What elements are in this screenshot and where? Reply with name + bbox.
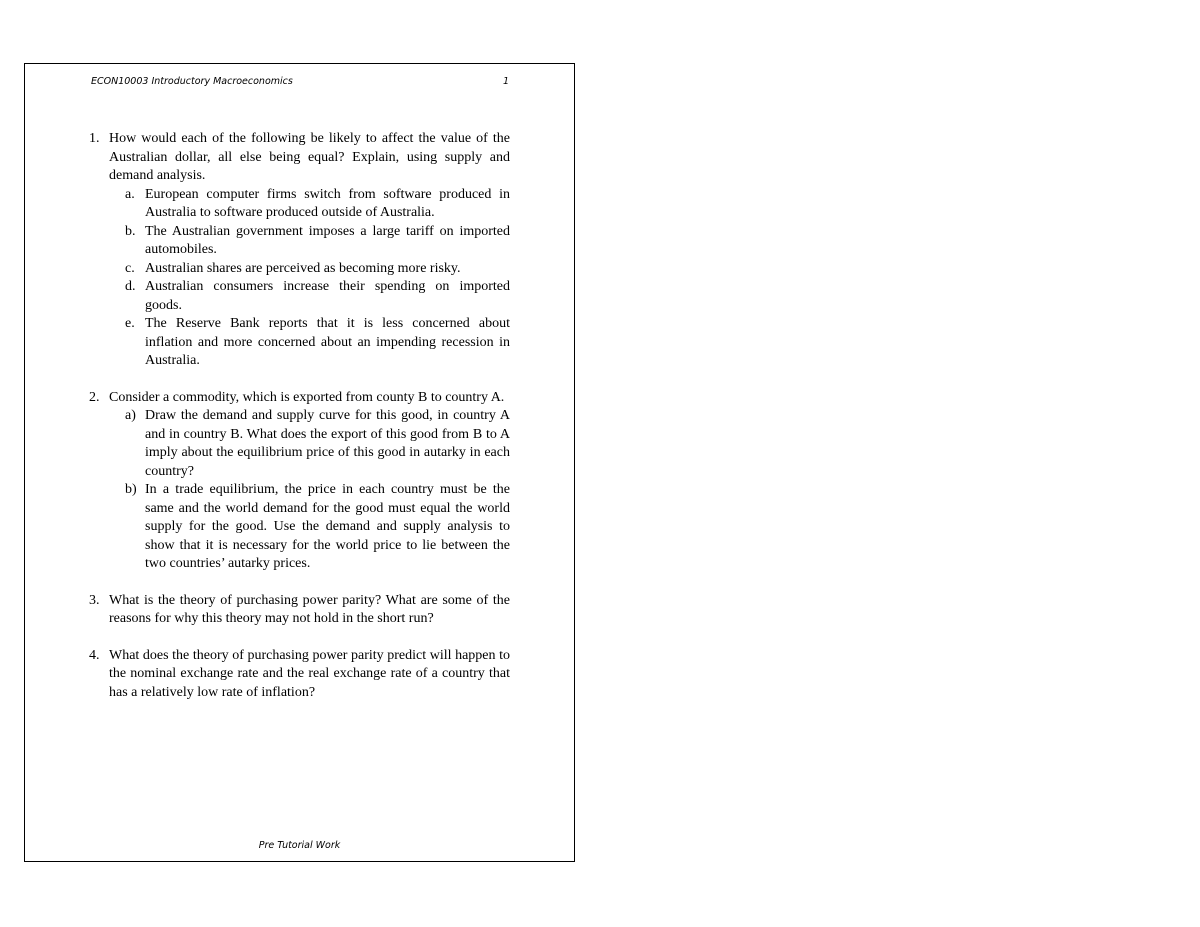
sub-question-label: b) [125, 482, 137, 497]
question-text: Consider a commodity, which is exported from county B to country A. [109, 389, 505, 405]
sub-question-label: c. [125, 260, 135, 276]
question-4 [89, 647, 510, 703]
sub-question-1c [125, 260, 510, 279]
page-number: 1 [502, 76, 509, 87]
sub-question-text: Draw the demand and supply curve for this good, in country A and in country B. What does the export of this good from B to A imply about the equilibrium price of this good in autarky in each country? [145, 408, 510, 479]
sub-question-2b [125, 481, 510, 574]
sub-question-1e [125, 315, 510, 371]
sub-question-text: European computer firms switch from software produced in Australia to software produced outside of Australia. [145, 186, 510, 220]
sub-question-text: Australian consumers increase their spending on imported goods. [145, 279, 510, 313]
sub-question-label: e. [125, 316, 135, 331]
page-footer: Pre Tutorial Work [258, 840, 341, 851]
sub-question-text: Australian shares are perceived as becoming more risky. [145, 260, 461, 276]
question-number: 4. [89, 647, 100, 663]
sub-question-label: b. [125, 223, 136, 239]
question-3 [89, 592, 510, 629]
question-text: What does the theory of purchasing power parity predict will happen to the nominal exchange rate and the real exchange rate of a country that has a relatively low rate of inflation? [109, 647, 510, 700]
sub-question-text: The Australian government imposes a large tariff on imported automobiles. [145, 223, 510, 257]
sub-question-text: The Reserve Bank reports that it is less concerned about inflation and more concerned about an impending recession in Australia. [145, 316, 510, 368]
sub-question-text: In a trade equilibrium, the price in each country must be the same and the world demand for the good must equal the world supply for the good. Use the demand and supply analysis to show that it is necessary for the world price to lie between the two countries’ autarky prices. [145, 482, 510, 571]
question-number: 1. [89, 131, 100, 146]
question-number: 2. [89, 389, 100, 405]
sub-question-label: a) [125, 408, 136, 423]
sub-question-1b [125, 223, 510, 260]
question-text: How would each of the following be likely to affect the value of the Australian dollar, all else being equal? Explain, using supply and demand analysis. [109, 131, 510, 183]
question-1 [89, 130, 510, 371]
question-2 [89, 389, 510, 574]
sub-question-2a [125, 407, 510, 481]
question-number: 3. [89, 592, 100, 608]
sub-question-label: d. [125, 279, 136, 294]
question-text: What is the theory of purchasing power parity? What are some of the reasons for why this theory may not hold in the short run? [109, 592, 510, 626]
sub-question-1d [125, 278, 510, 315]
course-title: ECON10003 Introductory Macroeconomics [91, 76, 293, 87]
sub-question-1a [125, 186, 510, 223]
document-page [24, 63, 575, 862]
question-list [89, 130, 510, 720]
sub-question-label: a. [125, 186, 135, 202]
page-header [91, 76, 509, 87]
